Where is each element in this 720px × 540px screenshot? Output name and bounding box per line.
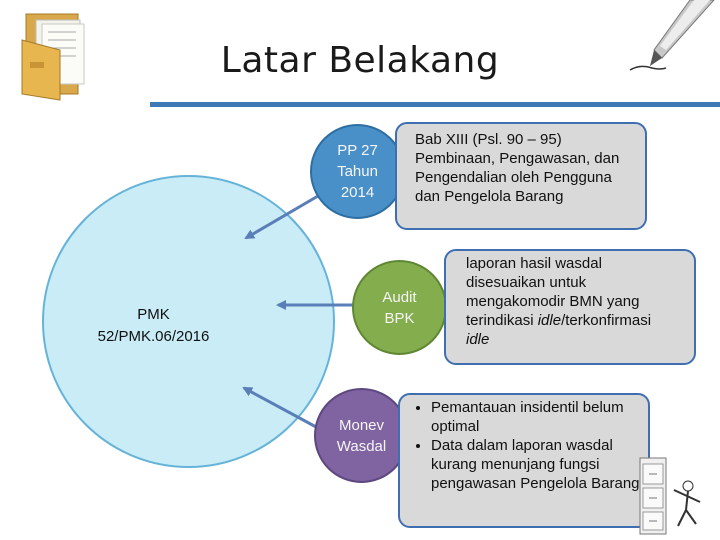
pp-line3: 2014 [340, 184, 375, 201]
filing-cabinet-icon [636, 452, 710, 538]
audit-note-line4-b: idle [537, 312, 562, 329]
monev-note-list [418, 398, 642, 493]
audit-circle [352, 260, 447, 355]
audit-line1: Audit [382, 288, 417, 306]
audit-note-line5-text: idle [466, 331, 490, 348]
pp-note-box [395, 122, 647, 230]
pp-note-line4: dan Pengelola Barang [415, 188, 564, 205]
monev-line2: Wasdal [336, 437, 387, 455]
audit-note-line5 [466, 330, 686, 349]
audit-note-line3: mengakomodir BMN yang [466, 293, 640, 310]
pp-line1: PP 27 [337, 142, 378, 159]
audit-note-line4-c: /terkonfirmasi [561, 312, 652, 329]
audit-note-line4 [466, 311, 686, 330]
pp-note-line3: Pengendalian oleh Pengguna [415, 169, 612, 186]
slide-title: Latar Belakang [220, 40, 500, 81]
pp-circle [310, 124, 405, 219]
monev-note-box [398, 393, 650, 528]
audit-note-box [444, 249, 696, 365]
audit-line2: BPK [384, 309, 415, 327]
audit-note-line4-a: terindikasi [466, 312, 538, 329]
arrow-monev [244, 388, 318, 428]
pmk-label-line1: PMK [137, 305, 170, 323]
monev-note-bullet1: • Pemantauan insidentil belum optimal [431, 398, 642, 436]
audit-note-line2: disesuaikan untuk [466, 274, 587, 291]
pp-line2: Tahun [337, 163, 378, 180]
pmk-label-line2: 52/PMK.06/2016 [97, 327, 210, 345]
monev-line1: Monev [338, 416, 385, 434]
pp-note-line1: Bab XIII (Psl. 90 – 95) [415, 131, 562, 148]
monev-circle [314, 388, 409, 483]
monev-note-bullet2: • Data dalam laporan wasdal kurang menunjang fungsi pengawasan Pengelola Barang [431, 436, 642, 493]
audit-note-line1: laporan hasil wasdal [466, 255, 602, 272]
pp-note-line2: Pembinaan, Pengawasan, dan [415, 150, 620, 167]
arrow-pp [246, 196, 318, 238]
